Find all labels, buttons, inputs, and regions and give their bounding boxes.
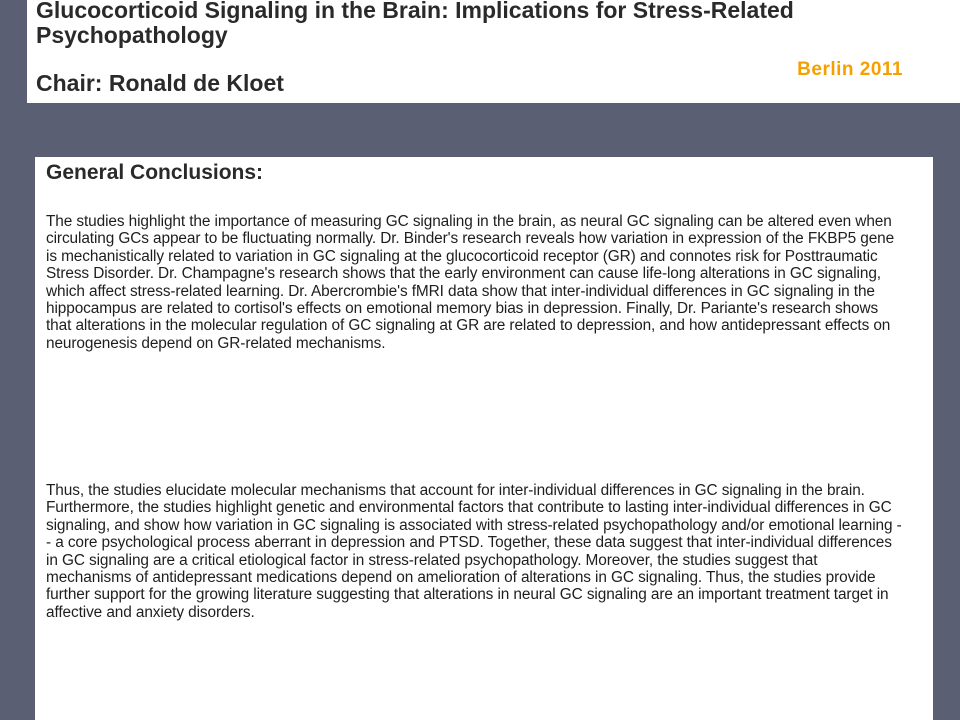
- header-panel: [27, 0, 960, 103]
- slide-title: Glucocorticoid Signaling in the Brain: Implications for Stress-Related Psychopathology: [36, 0, 794, 48]
- chair-line: Chair: Ronald de Kloet: [36, 70, 284, 96]
- event-tag: Berlin 2011: [797, 59, 903, 80]
- paragraph-1: The studies highlight the importance of measuring GC signaling in the brain, as neural GC signaling can be altered even when circulating GCs appear to be fluctuating normally. Dr. Binder's research reveals how variation in expression of the FKBP5 gene is mechanistically related to variation in GC signaling at the glucocorticoid receptor (GR) and connotes risk for Posttraumatic Stress Disorder. Dr. Champagne's research shows that the early environment can cause life-long alterations in GC signaling, which affect stress-related learning. Dr. Abercrombie's fMRI data show that inter-individual differences in GC signaling in the hippocampus are related to cortisol's effects on emotional memory bias in depression. Finally, Dr. Pariante's research shows that alterations in the molecular regulation of GC signaling at GR are related to depression, and how antidepressant effects on neurogenesis depend on GR-related mechanisms.: [46, 213, 895, 352]
- section-heading: General Conclusions:: [46, 161, 264, 184]
- paragraph-2: Thus, the studies elucidate molecular mechanisms that account for inter-individual differences in GC signaling in the brain. Furthermore, the studies highlight genetic and environmental factors that contribute to lasting inter-individual differences in GC signaling, and show how variation in GC signaling is associated with stress-related psychopathology and/or emotional learning -- a core psychological process aberrant in depression and PTSD. Together, these data suggest that inter-individual differences in GC signaling are a critical etiological factor in stress-related psychopathology. Moreover, the studies suggest that mechanisms of antidepressant medications depend on amelioration of alterations in GC signaling. Thus, the studies provide further support for the growing literature suggesting that alterations in neural GC signaling are an important treatment target in affective and anxiety disorders.: [46, 482, 902, 621]
- content-panel: [35, 157, 933, 720]
